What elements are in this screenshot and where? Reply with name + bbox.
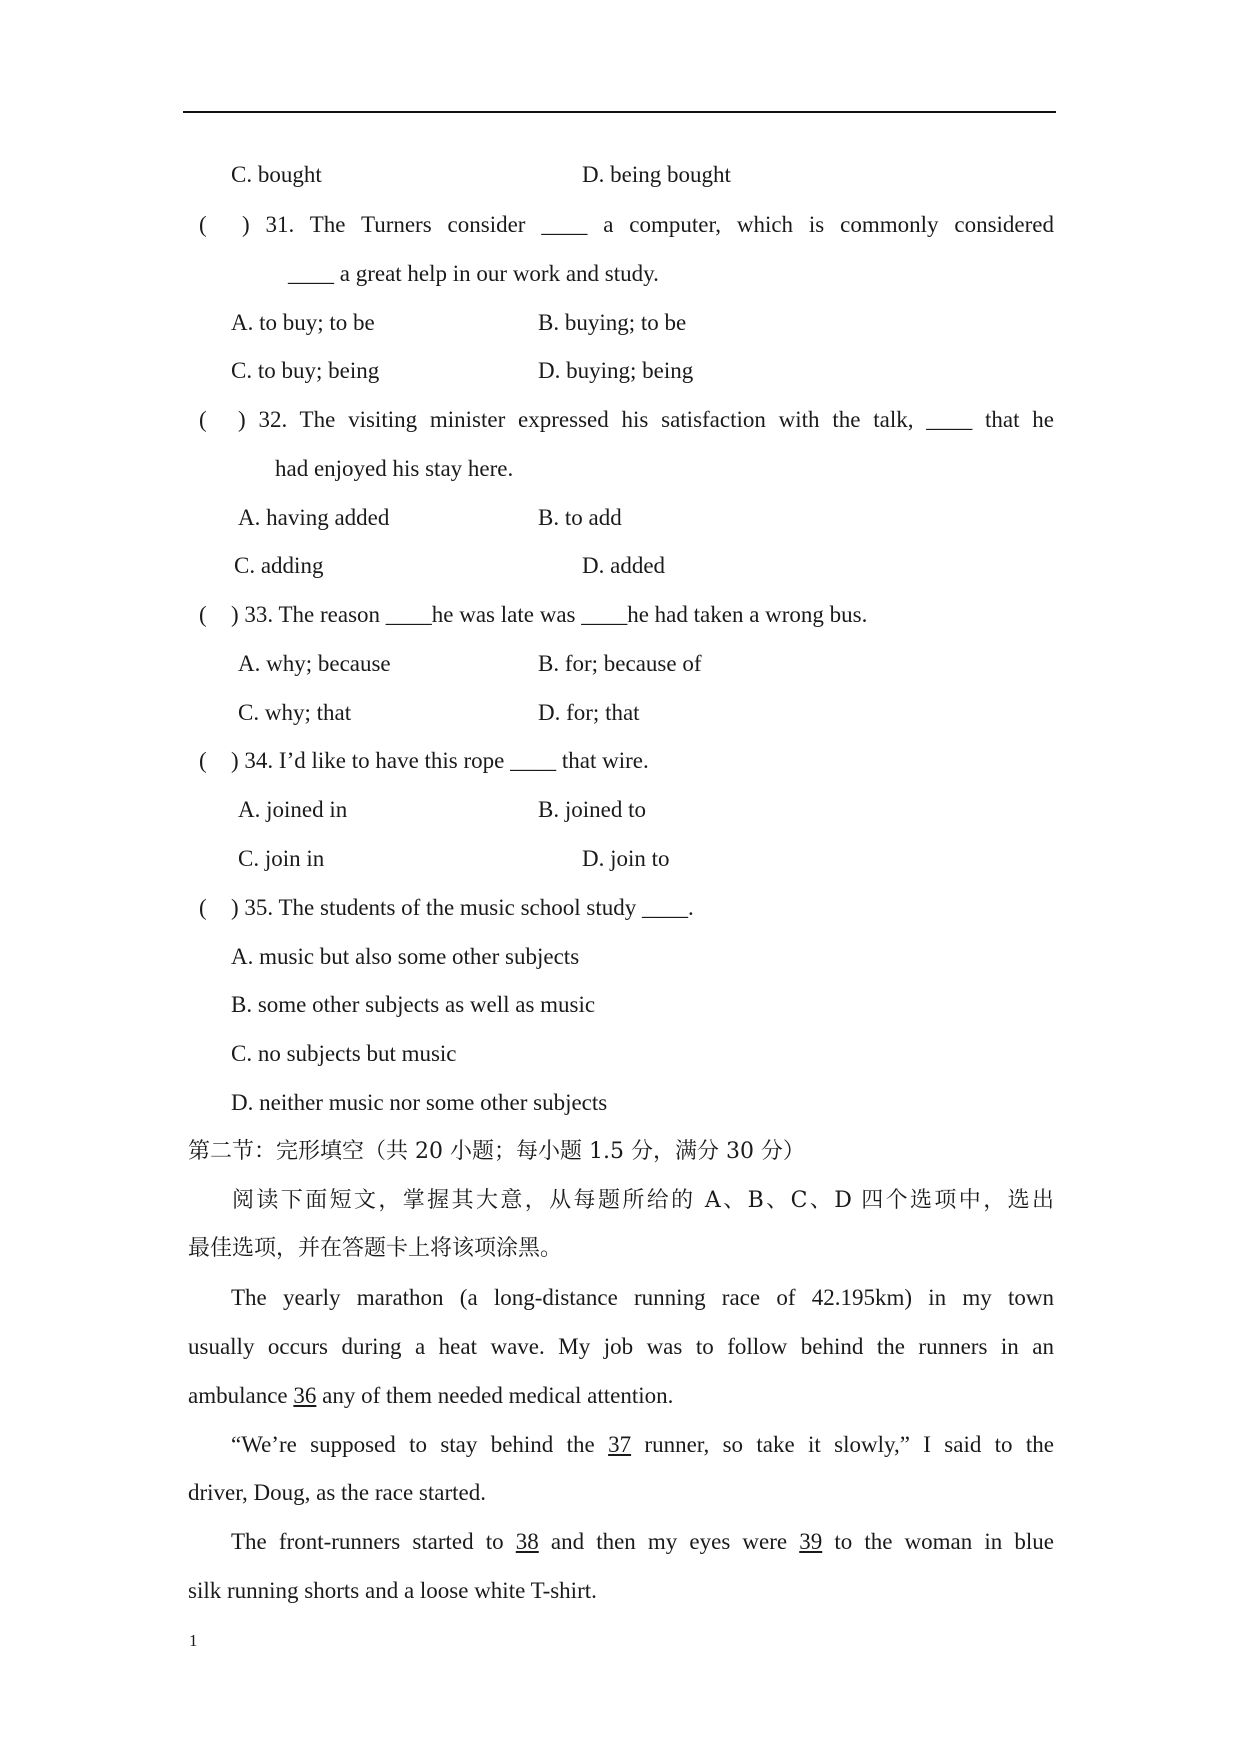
blank-37: 37 <box>608 1432 632 1457</box>
passage-text: runner, so take it slowly,” I said to the <box>631 1432 1054 1457</box>
q35-option-d: D. neither music nor some other subjects <box>231 1090 608 1115</box>
passage-p1-line3 <box>188 1381 673 1411</box>
q35-option-a: A. music but also some other subjects <box>231 944 580 969</box>
q33-option-d: D. for; that <box>538 700 640 725</box>
q33-option-c: C. why; that <box>238 700 352 725</box>
q34-option-a: A. joined in <box>238 797 348 822</box>
passage-p2-line1 <box>231 1430 1054 1460</box>
passage-p2-line2: driver, Doug, as the race started. <box>188 1480 486 1505</box>
q31-question-line1: ) 31. The Turners consider ____ a computer, which is commonly considered <box>242 212 1054 237</box>
q30-option-d: D. being bought <box>582 162 731 187</box>
q33-option-b: B. for; because of <box>538 651 702 676</box>
q32-option-a: A. having added <box>238 505 390 530</box>
passage-p3-line2: silk running shorts and a loose white T-shirt. <box>188 1578 597 1603</box>
q31-option-c: C. to buy; being <box>231 358 380 383</box>
passage-text: to the woman in blue <box>822 1529 1054 1554</box>
q32-option-b: B. to add <box>538 505 622 530</box>
passage-text: “We’re supposed to stay behind the <box>231 1432 609 1457</box>
q34-option-c: C. join in <box>238 846 325 871</box>
passage-text: any of them needed medical attention. <box>316 1383 674 1408</box>
page-number: 1 <box>189 1631 198 1650</box>
q32-question-line1: ) 32. The visiting minister expressed his satisfaction with the talk, ____ that he <box>238 407 1054 432</box>
q34-question: ) 34. I’d like to have this rope ____ that wire. <box>231 748 649 773</box>
q34-option-d: D. join to <box>582 846 670 871</box>
passage-text: ambulance <box>188 1383 294 1408</box>
passage-p1-line2: usually occurs during a heat wave. My job was to follow behind the runners in an <box>188 1334 1054 1359</box>
q31-option-a: A. to buy; to be <box>231 310 375 335</box>
q30-option-c: C. bought <box>231 162 322 187</box>
q35-option-b: B. some other subjects as well as music <box>231 992 596 1017</box>
q31-question-line2: ____ a great help in our work and study. <box>288 261 659 286</box>
passage-p3-line1 <box>231 1527 1054 1557</box>
blank-38: 38 <box>515 1529 539 1554</box>
blank-36: 36 <box>293 1383 317 1408</box>
q33-option-a: A. why; because <box>238 651 391 676</box>
header-rule <box>183 111 1056 113</box>
q32-bracket: ( <box>199 407 207 432</box>
q31-option-b: B. buying; to be <box>538 310 687 335</box>
section2-heading: 第二节：完形填空（共 20 小题；每小题 1.5 分，满分 30 分） <box>188 1139 805 1164</box>
q32-option-c: C. adding <box>234 553 324 578</box>
q31-bracket: ( <box>199 212 207 237</box>
q35-bracket: ( <box>199 895 207 920</box>
q35-option-c: C. no subjects but music <box>231 1041 457 1066</box>
q32-option-d: D. added <box>582 553 666 578</box>
q34-option-b: B. joined to <box>538 797 646 822</box>
passage-text: The front-runners started to <box>231 1529 516 1554</box>
section2-instruction-line2: 最佳选项，并在答题卡上将该项涂黑。 <box>188 1236 563 1261</box>
passage-text: and then my eyes were <box>538 1529 800 1554</box>
q34-bracket: ( <box>199 748 207 773</box>
q33-question: ) 33. The reason ____he was late was ____he had taken a wrong bus. <box>231 602 868 627</box>
q31-option-d: D. buying; being <box>538 358 694 383</box>
section2-instruction-line1: 阅读下面短文，掌握其大意，从每题所给的 A、B、C、D 四个选项中，选出 <box>232 1188 1054 1213</box>
q35-question: ) 35. The students of the music school study ____. <box>231 895 694 920</box>
passage-p1-line1: The yearly marathon (a long-distance running race of 42.195km) in my town <box>231 1285 1054 1310</box>
blank-39: 39 <box>799 1529 823 1554</box>
q32-question-line2: had enjoyed his stay here. <box>275 456 514 481</box>
q33-bracket: ( <box>199 602 207 627</box>
